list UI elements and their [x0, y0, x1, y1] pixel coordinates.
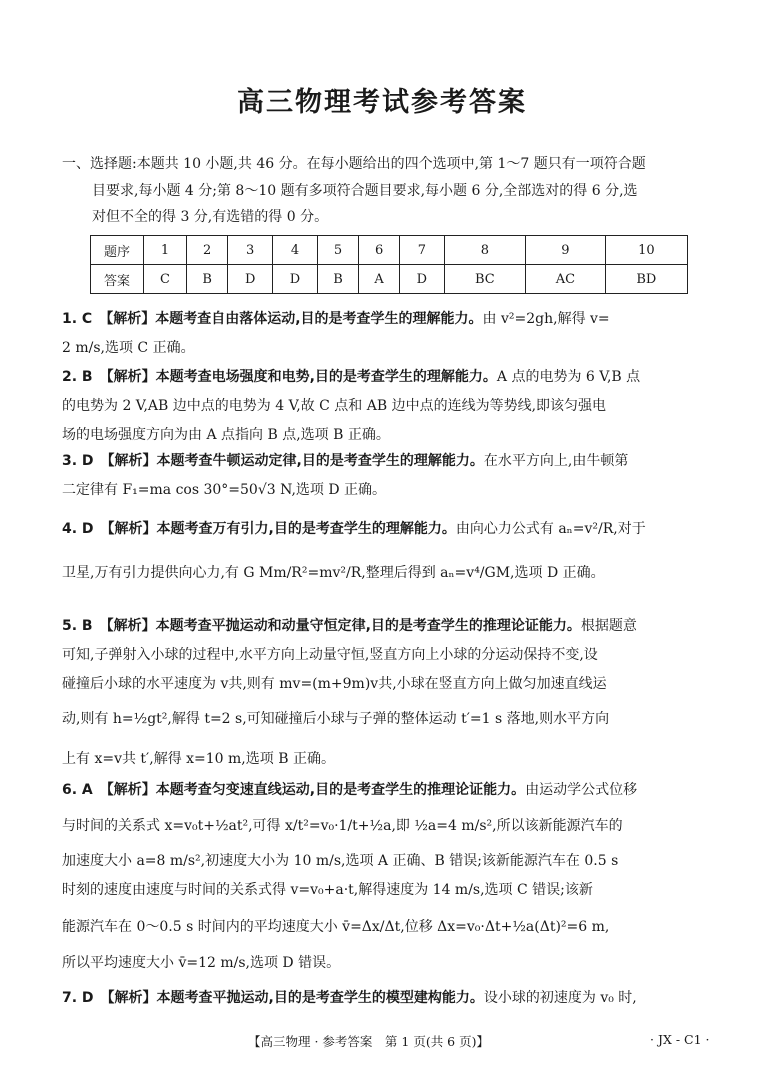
answer-item-6 [62, 776, 698, 978]
table-cell: C [144, 265, 187, 294]
table-cell: 4 [273, 236, 318, 265]
row-label-answer: 答案 [91, 265, 144, 294]
answer-item-3 [62, 447, 698, 505]
item-head: 4. D 【解析】本题考查万有引力,目的是考查学生的理解能力。 [62, 521, 456, 537]
item-line: 2 m/s,选项 C 正确。 [62, 340, 195, 356]
table-cell: 8 [444, 236, 525, 265]
table-cell: B [317, 265, 358, 294]
answer-item-7 [62, 984, 698, 1013]
item-line: 由运动学公式位移 [525, 782, 638, 798]
exam-code: · JX - C1 · [650, 1032, 710, 1047]
table-cell: 2 [186, 236, 227, 265]
item-line: 场的电场强度方向为由 A 点指向 B 点,选项 B 正确。 [62, 427, 390, 443]
page-title: 高三物理考试参考答案 [237, 87, 527, 118]
item-line: 由 v²=2gh,解得 v= [482, 311, 610, 327]
table-cell: B [186, 265, 227, 294]
item-line: 卫星,万有引力提供向心力,有 G Mm/R²=mv²/R,整理后得到 aₙ=v⁴/GM,选项 D 正确。 [62, 565, 605, 581]
answer-item-5 [62, 612, 698, 779]
row-label-number: 题序 [91, 236, 144, 265]
table-cell: BC [444, 265, 525, 294]
table-row-numbers [91, 236, 688, 265]
item-head: 6. A 【解析】本题考查匀变速直线运动,目的是考查学生的推理论证能力。 [62, 782, 526, 798]
item-line: 可知,子弹射入小球的过程中,水平方向上动量守恒,竖直方向上小球的分运动保持不变,设 [62, 647, 598, 663]
answer-item-1 [62, 305, 698, 363]
table-cell: AC [526, 265, 606, 294]
item-head: 5. B 【解析】本题考查平抛运动和动量守恒定律,目的是考查学生的推理论证能力。 [62, 618, 581, 634]
table-cell: 10 [605, 236, 687, 265]
item-line: 所以平均速度大小 v̄=12 m/s,选项 D 错误。 [62, 955, 341, 971]
item-line: 与时间的关系式 x=v₀t+½at²,可得 x/t²=v₀·1/t+½a,即 ½a=4 m/s²,所以该新能源汽车的 [62, 818, 623, 834]
item-line: A 点的电势为 6 V,B 点 [496, 369, 641, 385]
table-cell: 6 [359, 236, 400, 265]
table-cell: 7 [399, 236, 444, 265]
table-row-answers [91, 265, 688, 294]
table-cell: D [399, 265, 444, 294]
item-head: 1. C 【解析】本题考查自由落体运动,目的是考查学生的理解能力。 [62, 311, 483, 327]
item-line: 加速度大小 a=8 m/s²,初速度大小为 10 m/s,选项 A 正确、B 错误;该新能源汽车在 0.5 s [62, 853, 619, 869]
table-cell: 9 [526, 236, 606, 265]
table-cell: 5 [317, 236, 358, 265]
item-head: 3. D 【解析】本题考查牛顿运动定律,目的是考查学生的理解能力。 [62, 453, 484, 469]
item-line: 设小球的初速度为 v₀ 时, [483, 990, 637, 1006]
table-cell: 3 [228, 236, 273, 265]
item-line: 根据题意 [580, 618, 637, 634]
item-line: 的电势为 2 V,AB 边中点的电势为 4 V,故 C 点和 AB 边中点的连线为等势线,即该匀强电 [62, 398, 607, 414]
item-line: 动,则有 h=½gt²,解得 t=2 s,可知碰撞后小球与子弹的整体运动 t′=1 s 落地,则水平方向 [62, 711, 610, 727]
table-cell: BD [605, 265, 687, 294]
table-cell: 1 [144, 236, 187, 265]
item-line: 碰撞后小球的水平速度为 v共,则有 mv=(m+9m)v共,小球在竖直方向上做匀加速直线运 [62, 676, 607, 692]
item-line: 在水平方向上,由牛顿第 [483, 453, 629, 469]
answer-table [90, 235, 688, 294]
instruction-line-2: 目要求,每小题 4 分;第 8～10 题有多项符合题目要求,每小题 6 分,全部选对的得 6 分,选 [92, 182, 638, 199]
item-head: 7. D 【解析】本题考查平抛运动,目的是考查学生的模型建构能力。 [62, 990, 484, 1006]
item-line: 上有 x=v共 t′,解得 x=10 m,选项 B 正确。 [62, 751, 335, 767]
table-cell: D [273, 265, 318, 294]
answer-item-4 [62, 515, 698, 602]
table-cell: D [228, 265, 273, 294]
item-line: 时刻的速度由速度与时间的关系式得 v=v₀+a·t,解得速度为 14 m/s,选项 C 错误;该新 [62, 882, 593, 898]
answer-item-2 [62, 363, 698, 450]
section-instructions [62, 151, 712, 231]
instruction-line-1: 一、选择题:本题共 10 小题,共 46 分。在每小题给出的四个选项中,第 1～7 题只有一项符合题 [62, 156, 646, 172]
instruction-line-3: 对但不全的得 3 分,有选错的得 0 分。 [92, 209, 329, 225]
item-line: 能源汽车在 0～0.5 s 时间内的平均速度大小 v̄=Δx/Δt,位移 Δx=v₀·Δt+½a(Δt)²=6 m, [62, 919, 610, 935]
item-line: 二定律有 F₁=ma cos 30°=50√3 N,选项 D 正确。 [62, 482, 387, 498]
item-line: 由向心力公式有 aₙ=v²/R,对于 [455, 521, 646, 537]
table-cell: A [359, 265, 400, 294]
item-head: 2. B 【解析】本题考查电场强度和电势,目的是考查学生的理解能力。 [62, 369, 497, 385]
page-number: 【高三物理 · 参考答案 第 1 页(共 6 页)】 [248, 1034, 489, 1049]
